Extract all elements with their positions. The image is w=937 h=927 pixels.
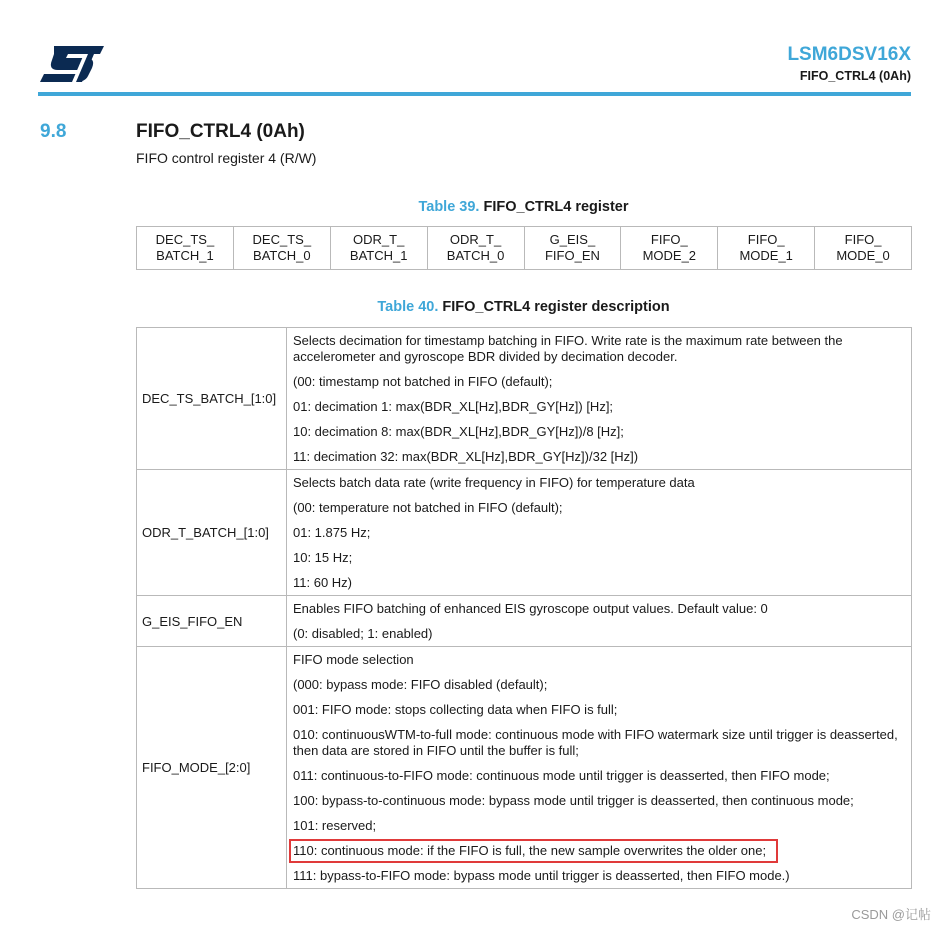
field-description (287, 647, 912, 889)
highlighted-line-wrap (293, 843, 905, 859)
bit-cell: DEC_TS_ BATCH_0 (233, 227, 330, 270)
table-40-caption (136, 299, 911, 315)
bit-cell: FIFO_ MODE_1 (718, 227, 815, 270)
description-line: 100: bypass-to-continuous mode: bypass mode until trigger is deasserted, then continuous mode; (293, 793, 854, 808)
section-subtitle: FIFO control register 4 (R/W) (136, 150, 317, 166)
st-logo (38, 42, 110, 84)
description-line: Selects batch data rate (write frequency in FIFO) for temperature data (293, 475, 695, 490)
description-line: Enables FIFO batching of enhanced EIS gyroscope output values. Default value: 0 (293, 601, 768, 616)
description-line: FIFO mode selection (293, 652, 414, 667)
table-row (137, 470, 912, 596)
field-name: G_EIS_FIFO_EN (137, 596, 287, 647)
description-line: 01: 1.875 Hz; (293, 525, 371, 540)
part-number: LSM6DSV16X (787, 44, 911, 65)
table-39-caption-label: Table 39. (418, 199, 480, 215)
description-line: 01: decimation 1: max(BDR_XL[Hz],BDR_GY[Hz]) [Hz]; (293, 399, 614, 414)
bit-cell: ODR_T_ BATCH_1 (330, 227, 427, 270)
table-39-caption-text: FIFO_CTRL4 register (483, 199, 629, 215)
field-description (287, 596, 912, 647)
description-line: 10: 15 Hz; (293, 550, 353, 565)
description-line: 11: decimation 32: max(BDR_XL[Hz],BDR_GY[Hz])/32 [Hz]) (293, 449, 639, 464)
field-description (287, 328, 912, 470)
description-line: (000: bypass mode: FIFO disabled (default); (293, 677, 548, 692)
bit-cell: FIFO_ MODE_2 (621, 227, 718, 270)
bit-cell: FIFO_ MODE_0 (815, 227, 912, 270)
bit-cell: ODR_T_ BATCH_0 (427, 227, 524, 270)
field-name: DEC_TS_BATCH_[1:0] (137, 328, 287, 470)
table-row (137, 328, 912, 470)
field-name: FIFO_MODE_[2:0] (137, 647, 287, 889)
section-title: FIFO_CTRL4 (0Ah) (136, 121, 305, 142)
page-header (787, 45, 911, 83)
description-line: 11: 60 Hz) (293, 575, 353, 590)
table-row (137, 647, 912, 889)
description-line: 001: FIFO mode: stops collecting data when FIFO is full; (293, 702, 618, 717)
description-line: 111: bypass-to-FIFO mode: bypass mode until trigger is deasserted, then FIFO mode.) (293, 868, 790, 883)
bit-cell: G_EIS_ FIFO_EN (524, 227, 621, 270)
description-line: 101: reserved; (293, 818, 377, 833)
highlighted-description-line: 110: continuous mode: if the FIFO is full, the new sample overwrites the older one; (293, 843, 774, 859)
description-line: (0: disabled; 1: enabled) (293, 626, 433, 641)
table-40-caption-label: Table 40. (377, 299, 439, 315)
field-name: ODR_T_BATCH_[1:0] (137, 470, 287, 596)
header-divider (38, 92, 911, 96)
table-39-caption (136, 199, 911, 215)
table-row (137, 596, 912, 647)
register-bit-table (136, 226, 912, 270)
section-number: 9.8 (40, 121, 67, 142)
table-40-caption-text: FIFO_CTRL4 register description (442, 299, 670, 315)
description-line: 10: decimation 8: max(BDR_XL[Hz],BDR_GY[Hz])/8 [Hz]; (293, 424, 624, 439)
field-description (287, 470, 912, 596)
header-register-ref: FIFO_CTRL4 (0Ah) (799, 69, 911, 83)
register-bit-row (137, 227, 912, 270)
description-line: 010: continuousWTM-to-full mode: continuous mode with FIFO watermark size until trigger is deasserted, then data are stored in FIFO until the buffer is full; (293, 727, 898, 758)
description-line: 011: continuous-to-FIFO mode: continuous mode until trigger is deasserted, then FIFO mode; (293, 768, 830, 783)
description-line: (00: temperature not batched in FIFO (default); (293, 500, 563, 515)
register-description-table (136, 327, 912, 889)
description-line: (00: timestamp not batched in FIFO (default); (293, 374, 553, 389)
bit-cell: DEC_TS_ BATCH_1 (137, 227, 234, 270)
watermark: CSDN @记帖 (851, 907, 931, 922)
description-line: Selects decimation for timestamp batching in FIFO. Write rate is the maximum rate between the accelerometer and gyroscope BDR divided by decimation decoder. (293, 333, 843, 364)
